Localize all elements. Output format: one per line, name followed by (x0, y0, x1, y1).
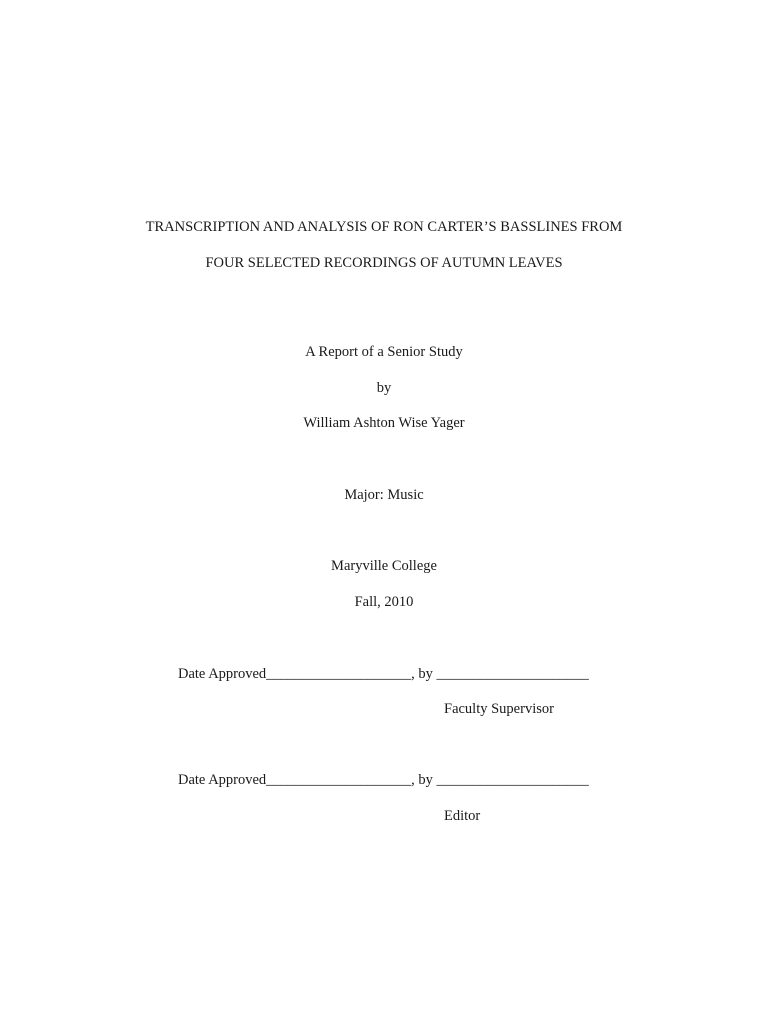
approval-line-editor: Date Approved____________________, by _____________________ (178, 772, 589, 788)
report-type: A Report of a Senior Study (305, 344, 463, 360)
by-label: by (376, 380, 392, 396)
author-name: William Ashton Wise Yager (303, 415, 465, 431)
major: Major: Music (344, 487, 424, 503)
approval-role-supervisor: Faculty Supervisor (444, 701, 554, 717)
institution: Maryville College (331, 558, 437, 574)
title-line-1: TRANSCRIPTION AND ANALYSIS OF RON CARTER’S BASSLINES FROM (145, 219, 623, 235)
approval-line-supervisor: Date Approved____________________, by _____________________ (178, 666, 589, 682)
approval-role-editor: Editor (444, 808, 481, 824)
term: Fall, 2010 (354, 594, 414, 610)
title-line-2: FOUR SELECTED RECORDINGS OF AUTUMN LEAVES (205, 255, 563, 271)
